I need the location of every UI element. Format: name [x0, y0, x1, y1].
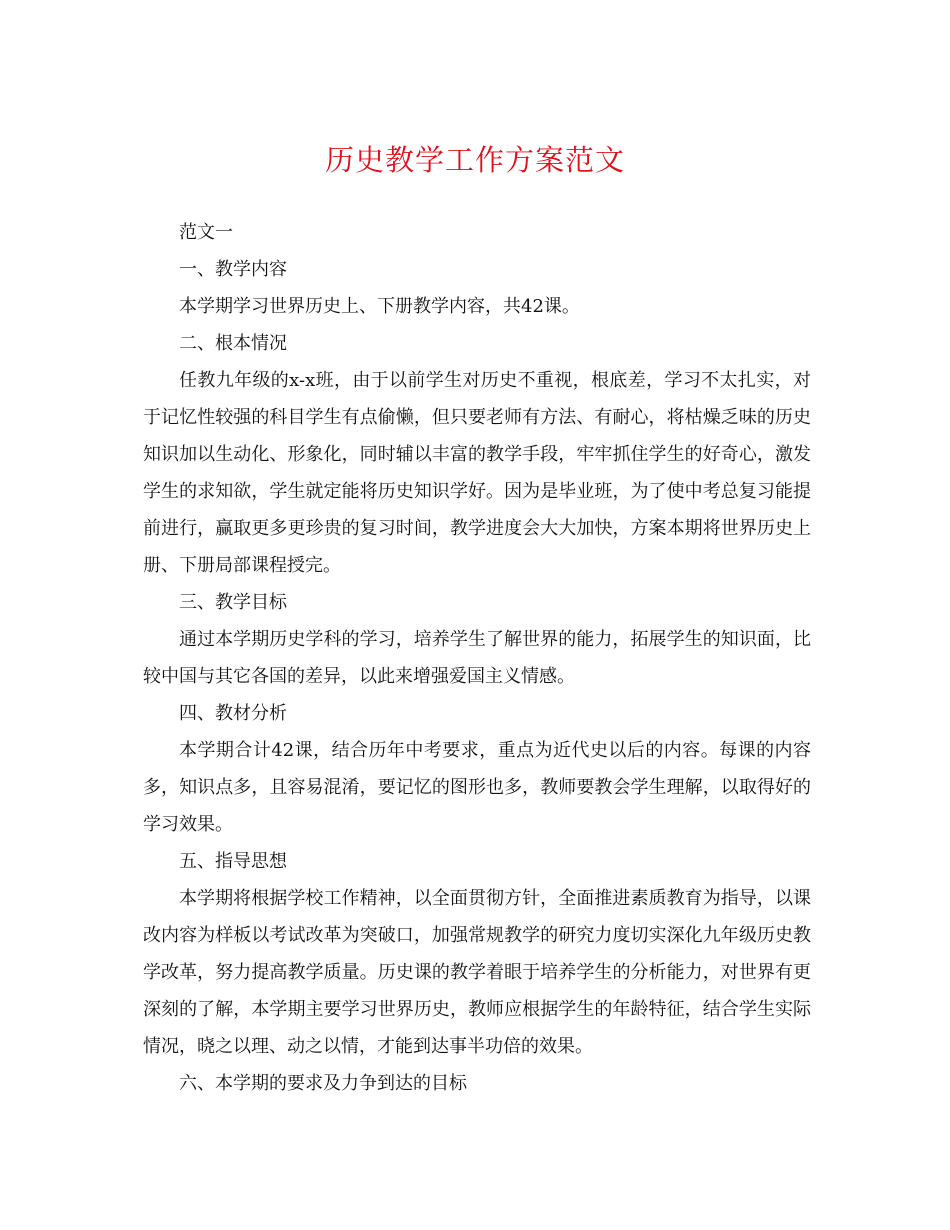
document-title: 历史教学工作方案范文 [324, 143, 625, 177]
paragraph-guiding-ideology: 本学期将根据学校工作精神，以全面贯彻方针，全面推进素质教育为指导，以课改内容为样板以考试改革为突破口，加强常规教学的研究力度切实深化九年级历史教学改革，努力提高教学质量。历史课的教学着眼于培养学生的分析能力，对世界有更深刻的了解，本学期主要学习世界历史，教师应根据学生的年龄特征，结合学生实际情况，晓之以理、动之以情，才能到达事半功倍的效果。 [143, 888, 811, 1057]
section-heading-textbook-analysis: 四、教材分析 [179, 703, 287, 724]
paragraph-textbook-analysis: 本学期合计42课，结合历年中考要求，重点为近代史以后的内容。每课的内容多，知识点多，且容易混淆，要记忆的图形也多，教师要教会学生理解，以取得好的学习效果。 [143, 740, 811, 835]
paragraph-sample-heading: 范文一 [179, 222, 233, 243]
section-heading-guiding-ideology: 五、指导思想 [179, 851, 287, 872]
section-heading-requirements: 六、本学期的要求及力争到达的目标 [179, 1073, 467, 1094]
paragraph-teaching-content: 本学期学习世界历史上、下册教学内容，共42课。 [179, 296, 580, 317]
section-heading-basic-situation: 二、根本情况 [179, 333, 287, 354]
paragraph-basic-situation: 任教九年级的x-x班，由于以前学生对历史不重视，根底差，学习不太扎实，对于记忆性较强的科目学生有点偷懒，但只要老师有方法、有耐心，将枯燥乏味的历史知识加以生动化、形象化，同时辅以丰富的教学手段，牢牢抓住学生的好奇心，激发学生的求知欲，学生就定能将历史知识学好。因为是毕业班，为了使中考总复习能提前进行，赢取更多更珍贵的复习时间，教学进度会大大加快，方案本期将世界历史上册、下册局部课程授完。 [143, 370, 811, 576]
section-heading-teaching-content: 一、教学内容 [179, 259, 287, 280]
document-body [143, 214, 811, 1102]
section-heading-teaching-goals: 三、教学目标 [179, 592, 287, 613]
paragraph-teaching-goals: 通过本学期历史学科的学习，培养学生了解世界的能力，拓展学生的知识面，比较中国与其它各国的差异，以此来增强爱国主义情感。 [143, 629, 811, 687]
